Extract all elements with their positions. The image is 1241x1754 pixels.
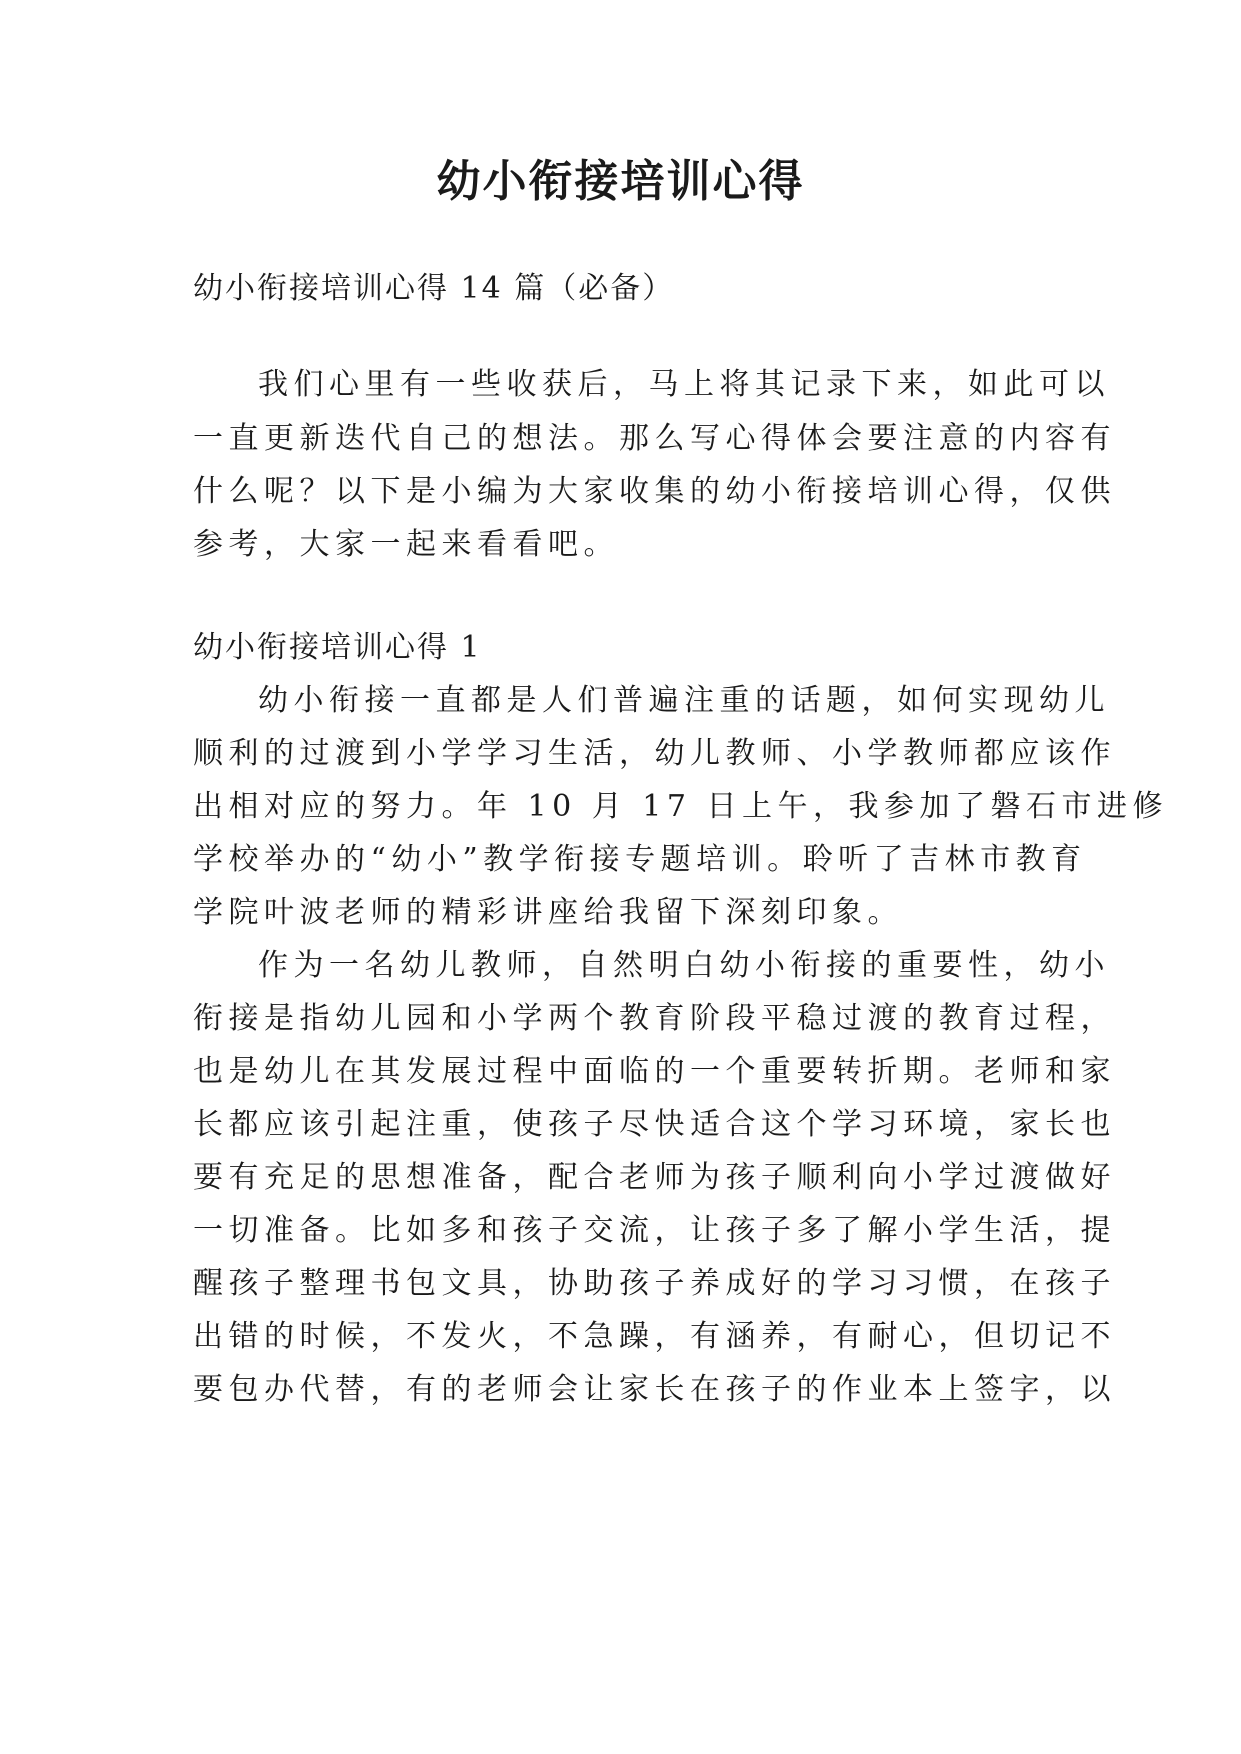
paragraph-line: 醒孩子整理书包文具，协助孩子养成好的学习习惯，在孩子 [193,1266,1116,1301]
paragraph-line: 作为一名幼儿教师，自然明白幼小衔接的重要性，幼小 [258,948,1110,983]
paragraph-line: 学院叶波老师的精彩讲座给我留下深刻印象。 [193,895,903,930]
paragraph-line: 出错的时候，不发火，不急躁，有涵养，有耐心，但切记不 [193,1319,1116,1354]
paragraph-line: 一切准备。比如多和孩子交流，让孩子多了解小学生活，提 [193,1213,1116,1248]
intro-line: 参考，大家一起来看看吧。 [193,527,619,562]
paragraph-line: 也是幼儿在其发展过程中面临的一个重要转折期。老师和家 [193,1054,1116,1089]
document-subtitle: 幼小衔接培训心得 14 篇（必备） [193,271,675,306]
paragraph-line: 长都应该引起注重，使孩子尽快适合这个学习环境，家长也 [193,1107,1116,1142]
paragraph-line: 衔接是指幼儿园和小学两个教育阶段平稳过渡的教育过程， [193,1001,1116,1036]
paragraph-line: 顺利的过渡到小学学习生活，幼儿教师、小学教师都应该作 [193,736,1116,771]
paragraph-line: 学校举办的“幼小”教学衔接专题培训。聆听了吉林市教育 [193,842,1087,877]
intro-line: 什么呢？以下是小编为大家收集的幼小衔接培训心得，仅供 [193,474,1116,509]
paragraph-line: 要包办代替，有的老师会让家长在孩子的作业本上签字，以 [193,1372,1116,1407]
section-heading: 幼小衔接培训心得 1 [193,630,482,665]
paragraph-line: 要有充足的思想准备，配合老师为孩子顺利向小学过渡做好 [193,1160,1116,1195]
intro-line: 一直更新迭代自己的想法。那么写心得体会要注意的内容有 [193,421,1116,456]
document-title: 幼小衔接培训心得 [436,156,805,207]
paragraph-line: 出相对应的努力。年 10 月 17 日上午，我参加了磐石市进修 [193,789,1168,824]
intro-line: 我们心里有一些收获后，马上将其记录下来，如此可以 [258,367,1110,402]
paragraph-line: 幼小衔接一直都是人们普遍注重的话题，如何实现幼儿 [258,683,1110,718]
